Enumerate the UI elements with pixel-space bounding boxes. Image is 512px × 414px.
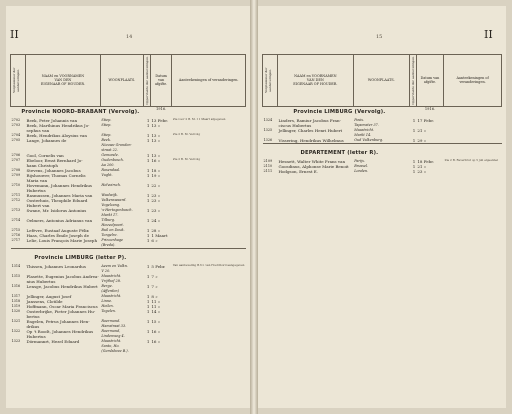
entry-number: 2714 [11, 217, 21, 222]
right-roman-numeral: II [484, 28, 493, 41]
owner-name: Lelie, Louis François Marie Joseph [26, 237, 98, 243]
issue-month: » [157, 328, 161, 334]
col-naam-line1: NAAM en VOORNAMEN [294, 74, 337, 79]
col-naam-line2: VAN DEN [306, 78, 324, 83]
owner-name: Hesnett, Walter White Frans van [278, 158, 346, 164]
residence: Heuvelpoort. [101, 222, 124, 227]
right-page [258, 6, 506, 408]
entry-number [11, 349, 26, 354]
annotation: Zie 2 B. M. Vervolg [172, 157, 201, 161]
issue-day: 7 [151, 273, 154, 279]
section-year: 1916. [155, 106, 167, 111]
residence: Waalwijk. [101, 192, 118, 197]
residence: Princenhage [101, 237, 124, 242]
residence: Parijs. [354, 158, 365, 163]
residence: Tapemster 37. [354, 122, 379, 127]
entry-number: 2716 [11, 232, 21, 237]
residence: Tongelre. [101, 232, 118, 237]
recommendation-count: 1 [146, 237, 150, 243]
owner-name: Jellinger, Charles Henri Hubert [278, 127, 343, 133]
left-register-body [11, 106, 246, 354]
section-title-row [11, 106, 246, 118]
residence: Vogelzang. [101, 202, 121, 207]
col-aanteekeningen: Aanteekeningen of veranderingen. [444, 55, 502, 107]
issue-day: 11 [151, 303, 157, 309]
residence: Aeem en Valkn. [101, 263, 128, 268]
owner-name: sephus van [26, 127, 50, 133]
owner-name: bertus [26, 313, 40, 319]
entry-number: 2111 [263, 168, 273, 173]
residence: Helvoirsch. [101, 182, 122, 187]
owner-name: Oosterhuis, Theophile Eduard [26, 197, 88, 203]
owner-name: Hubert van [26, 202, 50, 208]
recommendation-count: 1 [412, 163, 416, 169]
owner-name: Beek, Peter Johannis van [26, 117, 78, 123]
entry-number: 1314 [11, 263, 21, 268]
issue-month: Febr. [423, 117, 434, 123]
recommendation-count: 1 [146, 157, 150, 163]
residence: Stiep. [101, 122, 112, 127]
residence: Brussel. [354, 163, 369, 168]
residence: (Breda). [101, 242, 116, 247]
entry-number: 1319 [11, 303, 21, 308]
residence: Vught. [101, 172, 113, 177]
entry-number: 1318 [11, 298, 21, 303]
recommendation-count: 1 [146, 227, 150, 233]
col-naam-line3: EIGENAAR OF HOUDER. [293, 82, 338, 87]
issue-month: » [157, 137, 161, 143]
residence: V 20. [101, 268, 111, 273]
section-title-row [11, 253, 246, 264]
left-column-header-row [11, 55, 246, 107]
issue-month: » [157, 132, 161, 138]
recommendation-count: 1 [146, 318, 150, 324]
owner-name: Swane, Mr. Isidorus Antonius [26, 207, 87, 213]
issue-day: 22 [151, 182, 157, 188]
owner-name: Hoffmann, Oscar Maria Franciscus [26, 303, 98, 309]
entry-number: 2702 [11, 117, 21, 122]
issue-day: 7 [151, 283, 154, 289]
recommendation-count: 1 [146, 167, 150, 173]
entry-number: 1315 [11, 273, 21, 278]
issue-month: » [157, 303, 161, 309]
issue-month: » [157, 182, 161, 188]
issue-month: » [423, 168, 427, 174]
residence: Markt 17. [101, 212, 119, 217]
entry-number: 1316 [11, 283, 21, 288]
issue-day: 18 [151, 167, 157, 173]
issue-date [150, 349, 172, 354]
recommendation-count: 1 [146, 338, 150, 344]
issue-day: 23 [151, 207, 157, 213]
recommendation-count: 1 [412, 117, 416, 123]
recommendation-count: 1 [146, 117, 150, 123]
section-year: 1916. [424, 106, 436, 111]
owner-name: Hovemann, Johannes Hendrikus [26, 182, 92, 188]
issue-day: 18 [417, 158, 423, 164]
col-woonplaats: WOONPLAATS. [353, 55, 409, 107]
issue-day: 6 [151, 237, 154, 243]
owner-name: Oelmers, Antonius Adrianus van [26, 217, 93, 223]
entry-number: 2706 [11, 152, 21, 157]
issue-day: 23 [151, 197, 157, 203]
issue-month: » [157, 227, 161, 233]
entry-number: 2109 [263, 158, 273, 163]
residence: Tegelen. [101, 308, 116, 313]
issue-day: 8 [151, 293, 154, 299]
issue-day: 13 [151, 152, 157, 158]
recommendation-count: 1 [146, 207, 150, 213]
annotation: Zie voor 2 B. M. I 1 Maart afgegeven [172, 117, 226, 121]
owner-name: hann Christoph [26, 162, 58, 168]
entry-number: 2704 [11, 132, 21, 137]
issue-month: » [157, 167, 161, 173]
owner-name: Hubertus [26, 333, 46, 339]
section-title-row [263, 148, 502, 159]
entry-number: 2710 [11, 182, 21, 187]
col-aanteekeningen: Aanteekeningen of veranderingen. [172, 55, 246, 107]
residence: Beek. [101, 137, 112, 142]
entry-number: 2705 [11, 137, 21, 142]
recommendation-count: 1 [146, 283, 150, 289]
left-page [6, 6, 250, 408]
entry-number: 2717 [11, 237, 21, 242]
residence: straat 22. [101, 147, 119, 152]
recommendation-count: 1 [146, 132, 150, 138]
issue-month: » [157, 197, 161, 203]
issue-day: 5 [151, 263, 154, 269]
issue-month: Febr. [423, 158, 434, 164]
issue-day: 16 [151, 328, 157, 334]
annotation: Van aanbeveling B.V.I. van Hoofdbord aangegeven [172, 263, 245, 267]
issue-day: 15 [151, 318, 157, 324]
residence: Buil en Deuk. [101, 227, 125, 232]
col-oppervlakte: Oppervlakte der aanbevelingen. [144, 56, 149, 105]
issue-month: » [157, 172, 161, 178]
residence: (Gemlsbove B.). [101, 348, 129, 353]
recommendation-count: 1 [146, 232, 150, 238]
issue-day: 13 [151, 137, 157, 143]
owner-name: Lensge, Jacobus Hendrikus Hubert [26, 283, 98, 289]
residence: (Afferden) [101, 288, 119, 293]
owner-name: Vissering, Hendrikus Wilhelmus [278, 137, 344, 143]
residence: Maastricht. [101, 338, 122, 343]
col-volgnummer: Volgnummer der aanbevelingen. [12, 67, 20, 94]
section-year [416, 148, 443, 159]
entry-number: 2711 [11, 192, 21, 197]
col-woonplaats: WOONPLAATS. [100, 55, 143, 107]
left-page-number: 14 [126, 34, 133, 40]
section-title: Provincie LIMBURG (Vervolg). [293, 108, 386, 115]
owner-name: Oosterbrijke, Pieter Johannes Hu- [26, 308, 96, 314]
entry-number: 2709 [11, 172, 21, 177]
recommendation-count: 1 [412, 127, 416, 133]
recommendation-count: 1 [146, 182, 150, 188]
entry-number: 1322 [11, 328, 21, 333]
issue-month: » [157, 122, 161, 128]
residence: 's-Hertogenbosch. [101, 207, 133, 212]
entry-number: 1321 [11, 318, 21, 323]
recommendation-count: 1 [146, 217, 150, 223]
owner-name: Plasette, Eugenius Jacobus Andrea- [26, 273, 99, 279]
col-datum: Datum van afgifte. [416, 55, 443, 107]
register-row [263, 169, 502, 174]
owner-name: Rijshouwer, Thomas Cornelis [26, 172, 86, 178]
entry-number: 1323 [11, 338, 21, 343]
issue-month: Febr. [155, 263, 166, 269]
issue-month: » [157, 192, 161, 198]
residence: Aa 200. [101, 162, 115, 167]
owner-name: Op 't Roodt, Johannes Hendrikus [26, 328, 94, 334]
issue-date [416, 169, 443, 174]
issue-day: 21 [417, 163, 423, 169]
right-column-header-row [263, 55, 502, 107]
owner-name: Gool, Cornelis van [26, 152, 64, 158]
section-title-row [263, 106, 502, 118]
issue-day: 16 [151, 157, 157, 163]
entry-number: 2715 [11, 227, 21, 232]
recommendation-count [143, 349, 150, 354]
issue-month: » [157, 152, 161, 158]
owner-name: Linders, Ramiur Jacobus Fran- [278, 117, 341, 123]
owner-name: Jellinger, August Josef [26, 293, 72, 299]
residence: Hamstraat 33. [101, 323, 127, 328]
residence: Vrijthof 28. [101, 278, 121, 283]
owner-name: Janssens, Clotilde [26, 298, 63, 304]
residence: Maastricht. [101, 273, 122, 278]
issue-day: 13 [151, 122, 157, 128]
issue-month: » [157, 318, 161, 324]
residence: Roermond. [101, 318, 121, 323]
issue-day: 23 [417, 168, 423, 174]
col-volgnummer: Volgnummer der aanbevelingen. [264, 67, 272, 94]
issue-day: 21 [417, 127, 423, 133]
owner-name: Lefèvre, Eustaaf Auguste Félix [26, 227, 89, 233]
recommendation-count: 1 [146, 152, 150, 158]
recommendation-count: 1 [146, 172, 150, 178]
issue-day: 11 [151, 298, 157, 304]
section-title: DEPARTEMENT (letter R). [300, 149, 379, 156]
annotation: Zie 2 B. Reverbrut op 5 juli enjeenbel [444, 158, 498, 162]
issue-day: 28 [151, 227, 157, 233]
residence: Nieuwe Gronden- [101, 142, 132, 147]
residence: Berge. [101, 283, 113, 288]
issue-day: 13 [151, 132, 157, 138]
owner-name: Stevens, Johannes Jacobus [26, 167, 81, 173]
recommendation-count: 1 [146, 122, 150, 128]
annotation [172, 349, 246, 354]
section-year [150, 253, 172, 264]
entry-number: 2703 [11, 122, 21, 127]
residence: Oud Valkenburg. [354, 137, 384, 142]
owner-name: Ebeloor, Ernst Bernhard Jo- [26, 157, 83, 163]
owner-name: Lange, Johannes de [26, 137, 67, 143]
entry-number: 1326 [263, 137, 273, 142]
recommendation-count: 1 [146, 298, 150, 304]
issue-day: 14 [151, 308, 157, 314]
entry-number: 2712 [11, 197, 21, 202]
owner-name [26, 349, 101, 354]
issue-month: » [155, 293, 158, 299]
residence: Stiep. [101, 117, 112, 122]
issue-day: 19 [151, 172, 157, 178]
owner-name: Beek, Hendrikus Aloysius van [26, 132, 87, 138]
residence: Posis. [354, 117, 365, 122]
entry-number: 2707 [11, 157, 21, 162]
recommendation-count: 1 [146, 263, 150, 269]
issue-day: 17 [417, 117, 423, 123]
residence: Londen. [354, 168, 369, 173]
issue-month: » [157, 157, 161, 163]
owner-name: Hubertus [26, 187, 46, 193]
section-title: Provincie NOORD-BRABANT (Vervolg). [21, 108, 140, 115]
register-row [11, 349, 246, 354]
recommendation-count: 1 [146, 328, 150, 334]
residence: Markt 14. [354, 132, 372, 137]
owner-name: nius Hubertus [26, 278, 56, 284]
issue-month: Maart [155, 232, 168, 238]
recommendation-count: 1 [146, 192, 150, 198]
issue-day: 1 [151, 232, 154, 238]
issue-month: » [423, 163, 427, 169]
col-naam-line2: VAN DEN [54, 78, 72, 83]
issue-month: » [157, 217, 161, 223]
residence: Stiep. [101, 132, 112, 137]
owner-name: Haas, Charles Émile Joseph de [26, 232, 89, 238]
issue-month: » [155, 237, 158, 243]
recommendation-count: 1 [146, 137, 150, 143]
col-oppervlakte: Oppervlakte der aanbevelingen. [410, 56, 415, 105]
entry-number: 1324 [263, 117, 273, 122]
residence: Linne. [101, 298, 113, 303]
recommendation-count: 1 [146, 197, 150, 203]
annotation [444, 169, 502, 174]
section-title: Provincie LIMBURG (letter P). [34, 254, 127, 261]
col-datum: Datum van afgifte. [150, 55, 172, 107]
owner-name: Beek, Marthinus Hendrikus Jo- [26, 122, 90, 128]
residence: Roermond, [101, 328, 121, 333]
recommendation-count: 1 [146, 273, 150, 279]
issue-month: » [157, 308, 161, 314]
residence: Rosendaal. [101, 167, 121, 172]
book-gutter [250, 0, 258, 414]
owner-name: Engelen, Petrus Johannes Hen- [26, 318, 90, 324]
residence: Maastricht. [101, 293, 122, 298]
entry-number: 1325 [263, 127, 273, 132]
owner-name: drikus [26, 323, 40, 329]
recommendation-count: 1 [146, 293, 150, 299]
issue-day: 16 [151, 338, 157, 344]
right-page-number: 15 [376, 34, 383, 40]
residence: Tilburg. [101, 217, 116, 222]
issue-day: 24 [151, 217, 157, 223]
recommendation-count: 1 [412, 158, 416, 164]
right-register-body [263, 106, 502, 174]
issue-day: 13 [151, 117, 157, 123]
issue-month: Febr. [157, 117, 168, 123]
col-naam-line1: NAAM en VOORNAMEN [41, 74, 85, 79]
owner-name: Thissen, Johannes Leonardus [26, 263, 86, 269]
recommendation-count: 1 [412, 168, 416, 174]
annotation: Zie 2 B. M. Vervolg [172, 132, 201, 136]
issue-month: » [157, 338, 161, 344]
issue-month: » [157, 298, 161, 304]
owner-name: ciscus Hubertus [278, 122, 312, 128]
entry-number: 2110 [263, 163, 273, 168]
left-register-table [10, 54, 246, 354]
owner-name: Hodgson, Ernest E. [278, 168, 318, 174]
residence: Gemonde. [101, 152, 119, 157]
owner-name: Goosdinus, Alphonse Marie Benoit [278, 163, 349, 169]
issue-month: » [423, 127, 427, 133]
residence: Valkenswaard. [101, 197, 127, 202]
owner-name: Rasmussen, Johannes Maria van [26, 192, 93, 198]
issue-month: » [423, 137, 427, 143]
right-register-table [262, 54, 502, 174]
entry-number: 2708 [11, 167, 21, 172]
issue-day: 23 [151, 192, 157, 198]
residence: Lindenweg 4. [101, 333, 125, 338]
recommendation-count: 1 [412, 137, 416, 143]
residence: Santo, Ho. [101, 343, 120, 348]
issue-month: » [155, 273, 158, 279]
recommendation-count: 1 [146, 303, 150, 309]
col-naam-line3: EIGENAAR OF HOUDER. [40, 82, 86, 87]
residence: Heilen. [101, 303, 114, 308]
residence: Maastricht. [354, 127, 375, 132]
residence: Oudenbosch. [101, 157, 124, 162]
recommendation-count: 1 [146, 308, 150, 314]
entry-number: 2713 [11, 207, 21, 212]
entry-number: 1320 [11, 308, 21, 313]
owner-name: Dörmannrt, Hezel Eduard [26, 338, 80, 344]
owner-name: Maria van [26, 177, 48, 183]
issue-month: » [157, 207, 161, 213]
left-roman-numeral: II [10, 28, 19, 41]
issue-day: 29 [417, 137, 423, 143]
entry-number: 1317 [11, 293, 21, 298]
issue-month: » [155, 283, 158, 289]
